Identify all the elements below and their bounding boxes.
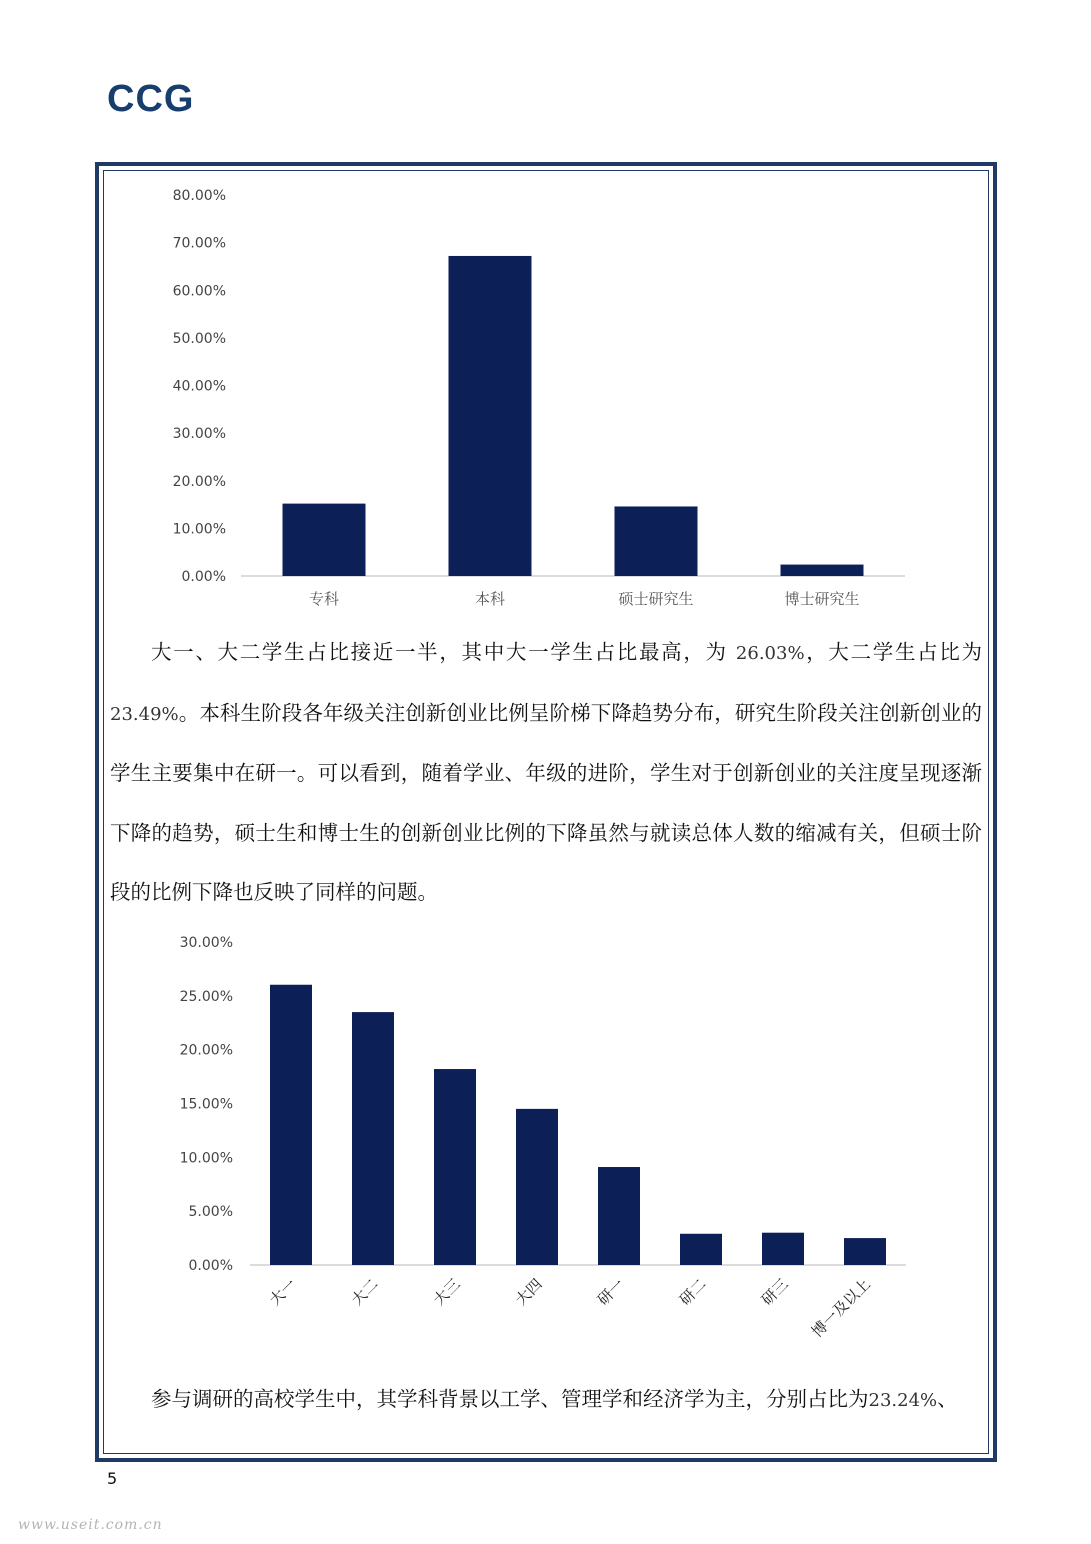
y-tick-label: 80.00% — [172, 188, 226, 204]
bar-研二 — [680, 1234, 722, 1265]
y-tick-label: 70.00% — [172, 235, 226, 252]
y-tick-label: 0.00% — [188, 1258, 233, 1274]
bar-大一 — [270, 985, 312, 1265]
para2-text: 参与调研的高校学生中，其学科背景以工学、管理学和经济学为主，分别占比为 — [151, 1387, 869, 1411]
y-tick-label: 20.00% — [172, 473, 226, 490]
y-tick-label: 5.00% — [188, 1204, 233, 1221]
bar-博一及以上 — [844, 1238, 886, 1265]
para1-text-a: 大一、大二学生占比接近一半，其中大一学生占比最高，为 — [151, 640, 736, 664]
y-tick-label: 15.00% — [179, 1096, 233, 1113]
x-category-label: 大三 — [429, 1275, 464, 1310]
y-tick-label: 25.00% — [179, 988, 233, 1005]
para2-tail: 、 — [937, 1387, 958, 1411]
x-category-label: 博士研究生 — [784, 590, 860, 608]
watermark: www.useit.com.cn — [18, 1517, 163, 1533]
para1-number-1: 26.03% — [735, 643, 805, 664]
y-tick-label: 10.00% — [172, 521, 226, 538]
y-tick-label: 30.00% — [179, 935, 233, 951]
bar-大四 — [516, 1109, 558, 1265]
x-category-label: 研三 — [757, 1275, 792, 1310]
y-tick-label: 20.00% — [179, 1042, 233, 1059]
analysis-paragraph — [110, 623, 982, 923]
x-category-label: 博一及以上 — [808, 1275, 874, 1341]
x-category-label: 本科 — [474, 590, 506, 608]
y-tick-label: 0.00% — [181, 569, 226, 585]
y-tick-label: 10.00% — [179, 1150, 233, 1167]
y-tick-label: 50.00% — [172, 330, 226, 347]
discipline-paragraph — [110, 1370, 982, 1431]
x-category-label: 研二 — [675, 1275, 710, 1310]
y-tick-label: 40.00% — [172, 378, 226, 395]
x-category-label: 专科 — [308, 590, 340, 608]
x-category-label: 大二 — [347, 1275, 382, 1310]
para2-number-1: 23.24% — [868, 1390, 938, 1411]
ccg-logo: CCG — [107, 78, 195, 120]
x-category-label: 研一 — [593, 1275, 628, 1310]
para1-text-b: ，大二学生占比为 — [804, 640, 983, 664]
para1-text-c: 。本科生阶段各年级关注创新创业比例呈阶梯下降趋势分布，研究生阶段关注创新创业的学生主要集中在研一。可以看到，随着学业、年级的进阶，学生对于创新创业的关注度呈现逐渐下降的趋势，硕士生和博士生的创新创业比例的下降虽然与就读总体人数的缩减有关，但硕士阶段的比例下降也反映了同样的问题。 — [110, 700, 982, 904]
y-tick-label: 60.00% — [172, 283, 226, 300]
page-number: 5 — [107, 1469, 118, 1488]
x-category-label: 硕士研究生 — [618, 590, 694, 608]
bar-研三 — [762, 1233, 804, 1265]
para1-number-2: 23.49% — [110, 703, 179, 725]
bar-大三 — [434, 1069, 476, 1265]
x-category-label: 大一 — [265, 1275, 300, 1310]
y-tick-label: 30.00% — [172, 426, 226, 443]
x-category-label: 大四 — [511, 1275, 546, 1310]
bar-大二 — [352, 1012, 394, 1265]
bar-研一 — [598, 1167, 640, 1265]
